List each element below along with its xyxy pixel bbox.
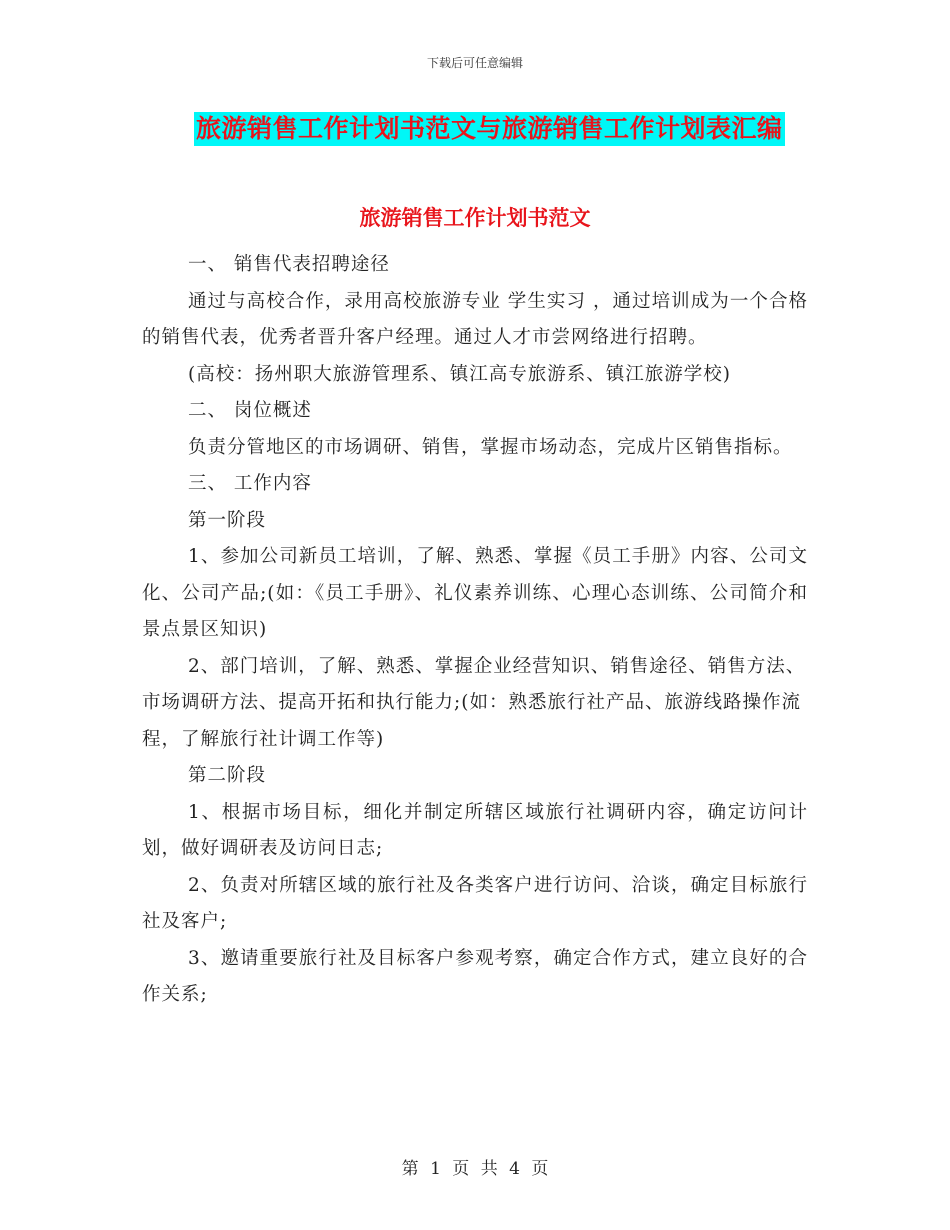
header-note: 下载后可任意编辑 <box>426 56 523 70</box>
heading-stage-one: 第一阶段 <box>188 509 267 531</box>
heading-stage-two: 第二阶段 <box>188 765 267 786</box>
heading-work-content: 三、 工作内容 <box>188 473 312 494</box>
paragraph-stage-two-item-3: 3、邀请重要旅行社及目标客户参观考察，确定合作方式，建立良好的合作关系; <box>142 947 808 1005</box>
paragraph-recruitment: 通过与高校合作，录用高校旅游专业 学生实习 ，通过培训成为一个合格的销售代表，优秀者晋升客户经理。通过人才市尝网络进行招聘。 <box>142 290 808 348</box>
paragraph-stage-two-item-2: 2、负责对所辖区域的旅行社及各类客户进行访问、洽谈，确定目标旅行社及客户; <box>142 874 808 932</box>
paragraph-stage-two-item-1: 1、根据市场目标，细化并制定所辖区域旅行社调研内容，确定访问计划，做好调研表及访问日志; <box>142 801 808 859</box>
page-footer: 第 1 页 共 4 页 <box>401 1159 549 1179</box>
paragraph-position: 负责分管地区的市场调研、销售，掌握市场动态，完成片区销售指标。 <box>188 436 793 458</box>
heading-recruitment: 一、 销售代表招聘途径 <box>188 254 390 275</box>
document-body <box>142 247 808 1014</box>
paragraph-stage-one-item-1: 1、参加公司新员工培训，了解、熟悉、掌握《员工手册》内容、公司文化、公司产品;(如：《员工手册》、礼仪素养训练、心理心态训练、公司简介和景点景区知识) <box>142 546 808 640</box>
paragraph-schools: (高校：扬州职大旅游管理系、镇江高专旅游系、镇江旅游学校) <box>188 363 731 385</box>
section-title: 旅游销售工作计划书范文 <box>359 205 591 230</box>
paragraph-stage-one-item-2: 2、部门培训，了解、熟悉、掌握企业经营知识、销售途径、销售方法、市场调研方法、提高开拓和执行能力;(如：熟悉旅行社产品、旅游线路操作流程，了解旅行社计调工作等) <box>142 655 806 750</box>
document-title: 旅游销售工作计划书范文与旅游销售工作计划表汇编 <box>194 112 785 146</box>
heading-position: 二、 岗位概述 <box>188 400 312 421</box>
